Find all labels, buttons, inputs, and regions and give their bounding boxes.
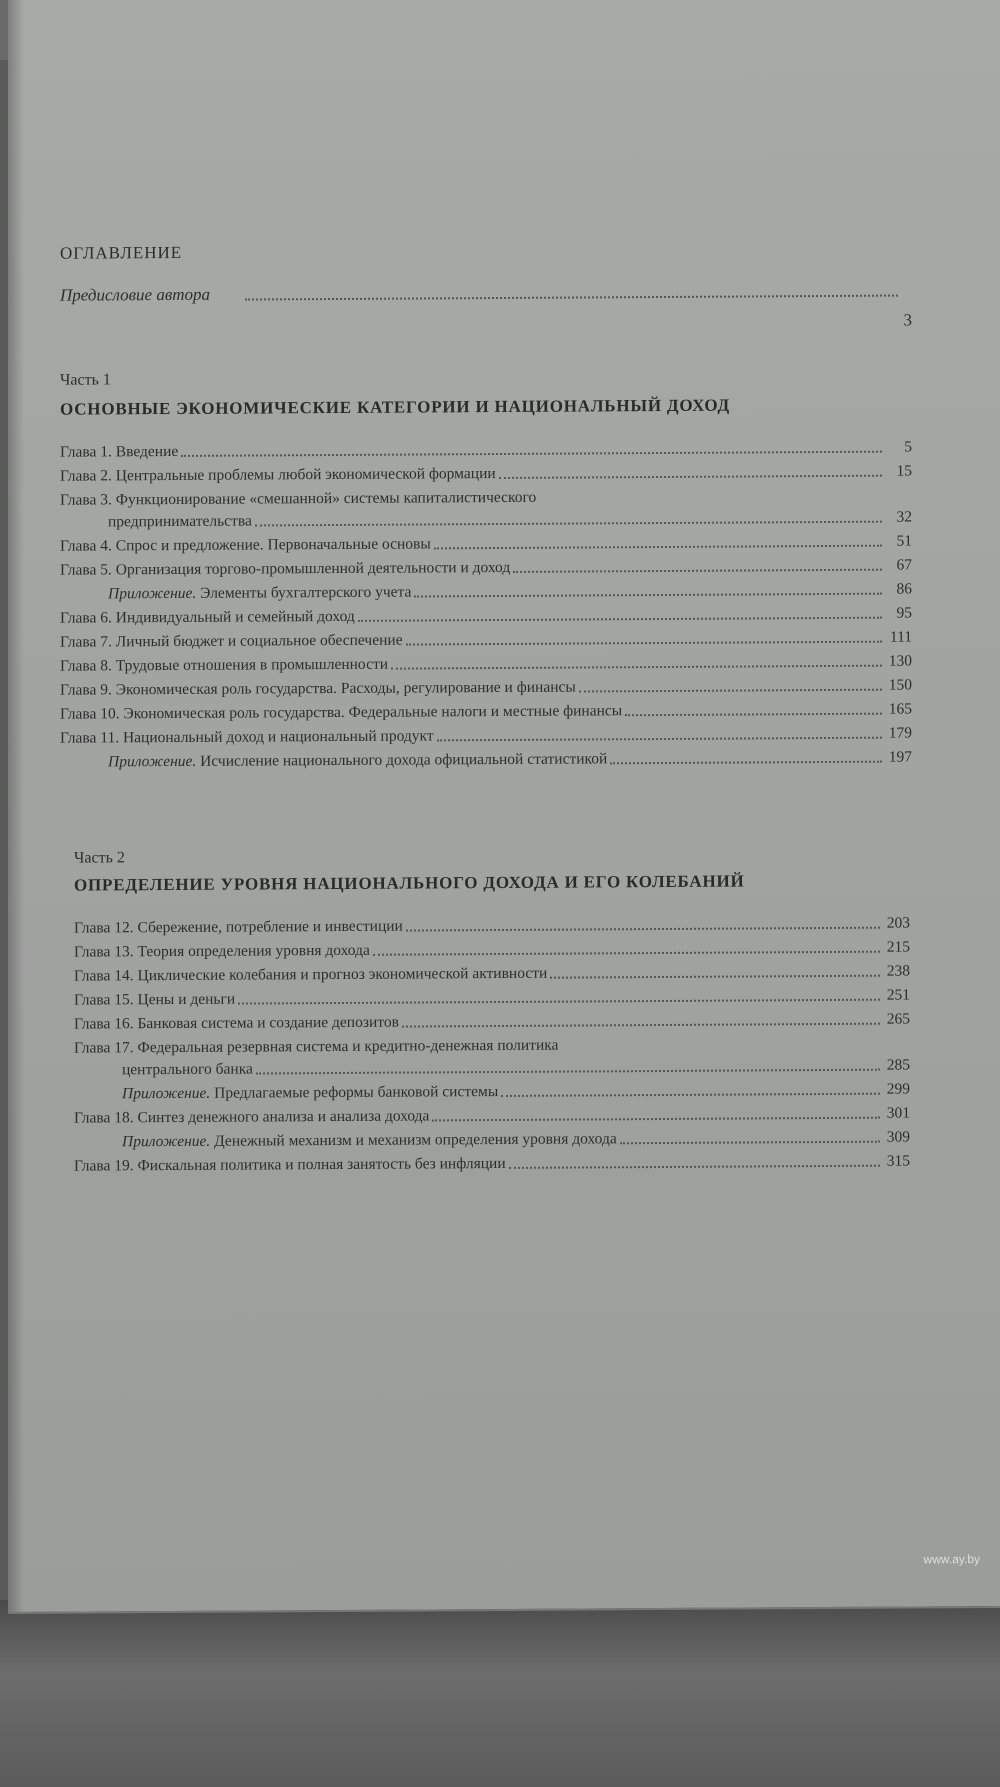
page-number: 130 xyxy=(888,652,912,670)
entry-title: Цены и деньги xyxy=(137,990,236,1009)
entry-label xyxy=(108,750,610,771)
dot-leader xyxy=(181,451,882,457)
chapter-number: Глава 11. xyxy=(60,729,120,747)
entry-title: Введение xyxy=(115,442,179,461)
page-number: 215 xyxy=(886,938,910,956)
dot-leader xyxy=(434,545,882,550)
chapter-number: Глава 16. xyxy=(74,1015,134,1033)
entry-label xyxy=(122,1060,256,1079)
page-number: 150 xyxy=(888,676,912,694)
page-number: 15 xyxy=(896,462,912,480)
preface-entry xyxy=(60,280,912,331)
entry-label xyxy=(108,584,414,604)
chapter-number: Глава 8. xyxy=(60,657,112,675)
entry-title: Фискальная политика и полная занятость без инфляции xyxy=(137,1154,506,1175)
chapter-number: Глава 14. xyxy=(74,967,134,985)
entry-title: Трудовые отношения в промышленности xyxy=(115,655,389,675)
entry-title: Национальный доход и национальный продукт xyxy=(122,727,434,747)
entry-title: Синтез денежного анализа и анализа дохода xyxy=(137,1107,430,1127)
chapter-number: Глава 12. xyxy=(74,919,134,937)
chapter-number: Глава 1. xyxy=(60,443,112,461)
entry-title: центрального банка xyxy=(122,1060,253,1079)
page-number: 299 xyxy=(886,1080,910,1098)
entry-label xyxy=(74,942,373,962)
entry-label xyxy=(122,1083,501,1103)
chapter-number: Глава 4. xyxy=(60,537,112,555)
entry-label xyxy=(60,443,181,462)
dot-leader xyxy=(358,617,882,622)
dot-leader xyxy=(255,521,882,527)
preface-page: 3 xyxy=(903,310,912,330)
chapter-number: Глава 18. xyxy=(74,1109,134,1127)
dot-leader xyxy=(550,975,880,979)
entry-title: Элементы бухгалтерского учета xyxy=(200,583,412,602)
entry-title: Исчисление национального дохода официальной статистикой xyxy=(200,750,608,770)
page-number: 32 xyxy=(896,508,912,526)
entry-label xyxy=(74,1155,509,1176)
preface-leader xyxy=(245,295,898,301)
appendix-prefix: Приложение. xyxy=(122,1084,211,1103)
page-number: 285 xyxy=(886,1056,910,1074)
page-number: 5 xyxy=(904,438,912,456)
toc-heading: ОГЛАВЛЕНИЕ xyxy=(60,242,183,263)
entry-label xyxy=(60,535,434,555)
chapter-number: Глава 19. xyxy=(74,1157,134,1175)
page-number: 51 xyxy=(896,532,912,550)
chapter-number: Глава 13. xyxy=(74,943,134,961)
entry-title: Личный бюджет и социальное обеспечение xyxy=(115,631,403,651)
part-2-entries xyxy=(74,908,910,1175)
page-number: 179 xyxy=(888,724,912,742)
entry-title: предпринимательства xyxy=(108,512,252,531)
chapter-number: Глава 3. xyxy=(60,491,112,509)
page-number: 309 xyxy=(886,1128,910,1146)
chapter-number: Глава 5. xyxy=(60,561,112,579)
dot-leader xyxy=(256,1069,880,1075)
page-number: 238 xyxy=(886,962,910,980)
appendix-prefix: Приложение. xyxy=(108,584,197,603)
entry-title: Центральные проблемы любой экономической формации xyxy=(115,465,496,485)
entry-title: Циклические колебания и прогноз экономической активности xyxy=(137,964,548,985)
page-number: 165 xyxy=(888,700,912,718)
entry-title: Банковая система и создание депозитов xyxy=(137,1013,399,1033)
entry-label xyxy=(74,1014,402,1034)
dot-leader xyxy=(501,1093,880,1097)
dot-leader xyxy=(610,761,882,765)
book-page xyxy=(8,0,1000,1614)
part-2-title: ОПРЕДЕЛЕНИЕ УРОВНЯ НАЦИОНАЛЬНОГО ДОХОДА И ЕГО КОЛЕБАНИЙ xyxy=(74,871,745,895)
dot-leader xyxy=(238,999,880,1005)
appendix-prefix: Приложение. xyxy=(122,1132,211,1151)
entry-title: Организация торгово-промышленной деятельности и доход xyxy=(115,558,511,579)
entry-label xyxy=(108,512,255,531)
part-1-title: ОСНОВНЫЕ ЭКОНОМИЧЕСКИЕ КАТЕГОРИИ И НАЦИОНАЛЬНЫЙ ДОХОД xyxy=(60,395,730,419)
appendix-entry xyxy=(60,742,912,771)
chapter-number: Глава 6. xyxy=(60,609,112,627)
page-number: 203 xyxy=(886,914,910,932)
dot-leader xyxy=(406,641,882,646)
chapter-number: Глава 17. xyxy=(74,1039,134,1057)
page-edge-shadow xyxy=(8,0,24,1612)
entry-title: Денежный механизм и механизм определения уровня дохода xyxy=(214,1130,617,1150)
chapter-number: Глава 10. xyxy=(60,705,120,723)
dot-leader xyxy=(402,1023,880,1028)
dot-leader xyxy=(373,951,880,956)
dot-leader xyxy=(625,713,882,717)
entry-title: Спрос и предложение. Первоначальные основы xyxy=(115,535,431,555)
part-2-label: Часть 2 xyxy=(74,849,125,867)
entry-title: Экономическая роль государства. Расходы, регулирование и финансы xyxy=(115,678,576,699)
entry-title: Экономическая роль государства. Федеральные налоги и местные финансы xyxy=(123,702,623,723)
chapter-number: Глава 15. xyxy=(74,991,134,1009)
preface-label: Предисловие автора xyxy=(60,284,210,305)
page-number: 301 xyxy=(886,1104,910,1122)
chapter-number: Глава 7. xyxy=(60,633,112,651)
entry-label xyxy=(60,727,437,747)
page-number: 111 xyxy=(889,628,912,646)
entry-label xyxy=(60,632,406,652)
chapter-entry xyxy=(74,1146,910,1175)
dot-leader xyxy=(579,689,882,693)
page-number: 95 xyxy=(896,604,912,622)
entry-label xyxy=(74,918,406,938)
page-number: 197 xyxy=(888,748,912,766)
page-number: 67 xyxy=(896,556,912,574)
entry-title: Индивидуальный и семейный доход xyxy=(115,607,355,627)
page-number: 265 xyxy=(886,1010,910,1028)
entry-title: Сбережение, потребление и инвестиции xyxy=(137,917,403,937)
page-number: 86 xyxy=(896,580,912,598)
entry-title: Федеральная резервная система и кредитно-денежная политика xyxy=(137,1036,559,1057)
dot-leader xyxy=(509,1165,880,1169)
dot-leader xyxy=(499,475,882,479)
dot-leader xyxy=(406,927,880,932)
dot-leader xyxy=(432,1117,880,1122)
dot-leader xyxy=(414,593,882,598)
entry-label xyxy=(74,991,238,1010)
chapter-number: Глава 9. xyxy=(60,681,112,699)
entry-label xyxy=(60,608,358,628)
entry-label xyxy=(60,656,391,676)
appendix-prefix: Приложение. xyxy=(108,752,197,771)
dot-leader xyxy=(391,665,882,670)
page-number: 315 xyxy=(886,1152,910,1170)
page-number: 251 xyxy=(886,986,910,1004)
chapter-number: Глава 2. xyxy=(60,467,112,485)
entry-title: Теория определения уровня дохода xyxy=(137,941,370,961)
entry-label xyxy=(74,1107,432,1127)
entry-title: Предлагаемые реформы банковой системы xyxy=(214,1083,499,1102)
watermark: www.ay.by xyxy=(923,1552,980,1567)
entry-title: Функционирование «смешанной» системы капиталистического xyxy=(115,488,537,509)
dot-leader xyxy=(620,1141,880,1145)
dot-leader xyxy=(513,569,882,573)
background-surface xyxy=(0,1600,1000,1787)
part-1-label: Часть 1 xyxy=(60,371,111,389)
dot-leader xyxy=(437,737,882,742)
part-1-entries xyxy=(60,432,912,771)
